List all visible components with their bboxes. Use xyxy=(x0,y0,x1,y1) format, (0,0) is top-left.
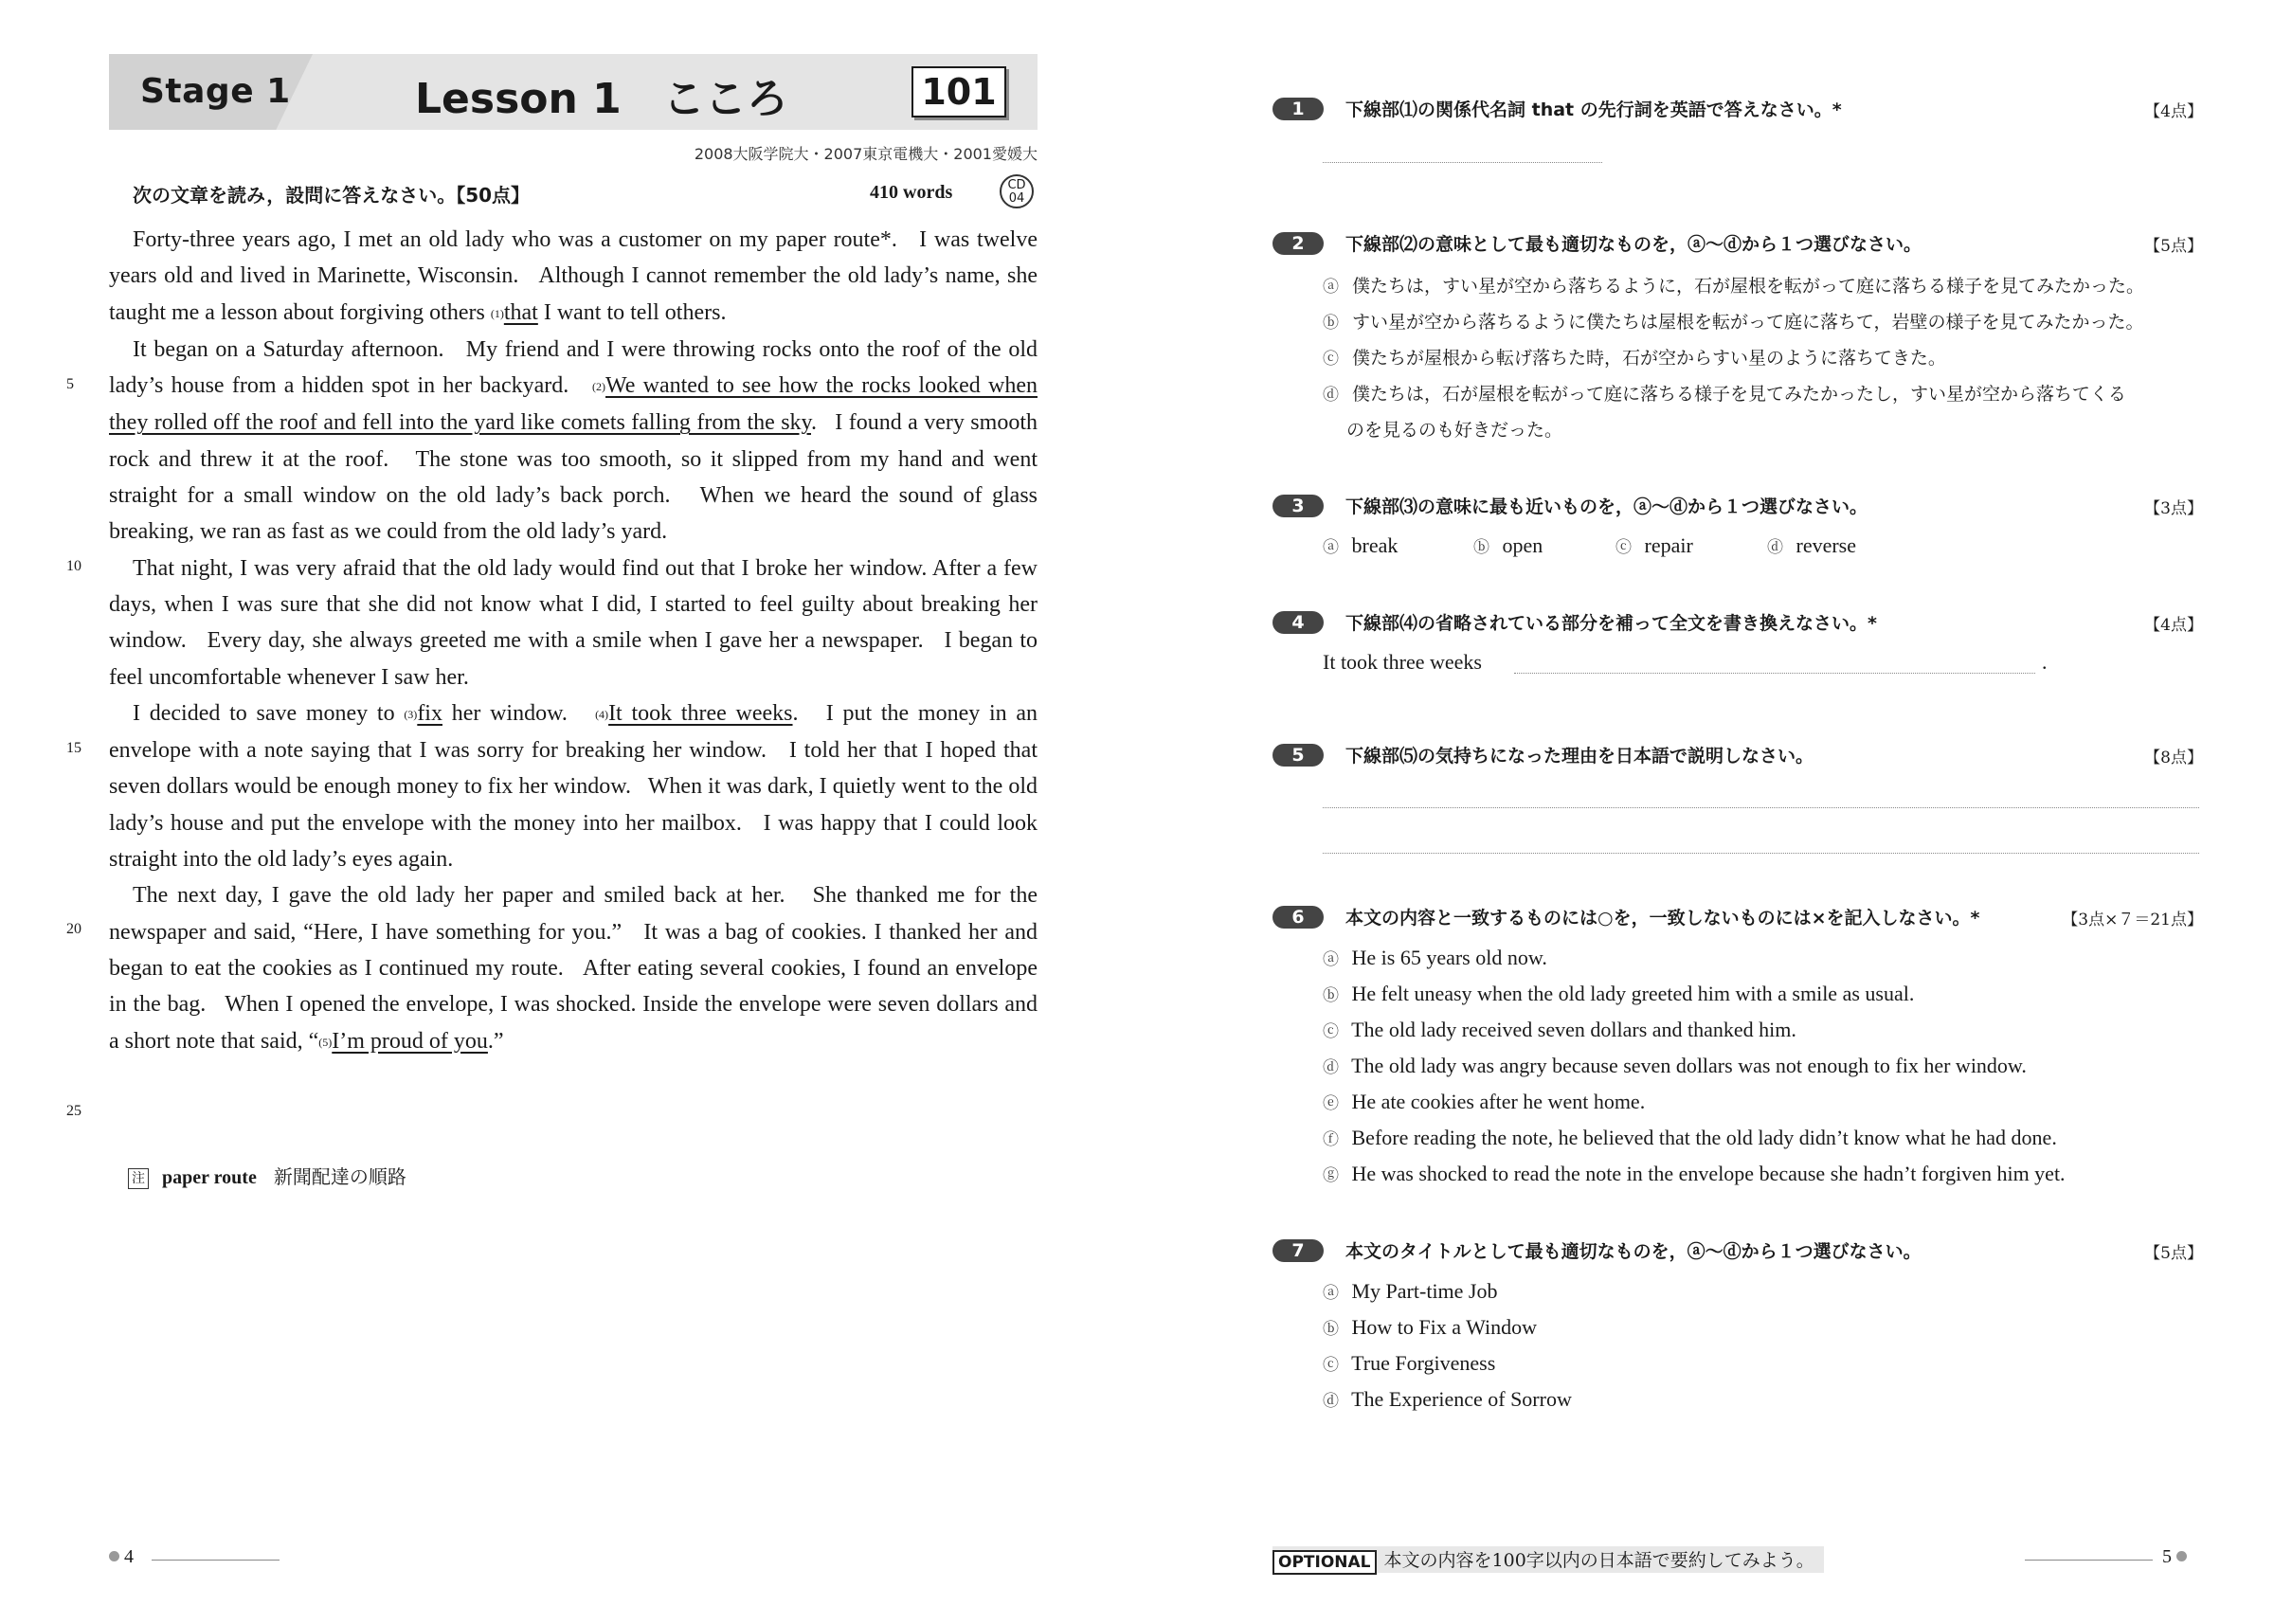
optional-text: 本文の内容を100字以内の日本語で要約してみよう。 xyxy=(1383,1550,1814,1571)
option-label: ⓐ xyxy=(1323,538,1339,557)
question-points: 【3点】 xyxy=(2144,499,2203,518)
rewrite-end: . xyxy=(2042,650,2048,674)
lesson-number-box: 101 xyxy=(911,66,1006,117)
option-text: 僕たちが屋根から転げ落ちた時，石が空からすい星のように落ちてきた。 xyxy=(1352,348,1946,369)
question-text: 下線部⑷の省略されている部分を補って全文を書き換えなさい。* xyxy=(1345,613,1877,634)
option-a[interactable] xyxy=(1323,272,2144,298)
option-label: ⓑ xyxy=(1473,538,1489,557)
passage-text: Forty-three years ago, I met an old lady who was a customer on my paper route*. I was twelve years old and lived in Marinette, Wisconsin. Although I cannot remember the old lady’s name, she taught me a lesson about forgiving others xyxy=(109,227,1038,325)
page-number-left xyxy=(109,1546,134,1568)
option-label: ⓓ xyxy=(1323,1058,1339,1077)
question-points: 【5点】 xyxy=(2144,237,2203,256)
footer-rule xyxy=(152,1560,280,1561)
question-text: 本文の内容と一致するものには○を，一致しないものには×を記入しなさい。* xyxy=(1345,908,1980,929)
option-label: ⓒ xyxy=(1615,538,1632,557)
option-text: He felt uneasy when the old lady greeted him with a smile as usual. xyxy=(1351,982,1915,1005)
page-dot-icon xyxy=(2176,1551,2187,1561)
option-label: ⓖ xyxy=(1323,1166,1339,1185)
option-label: ⓒ xyxy=(1323,350,1339,369)
option-text: reverse xyxy=(1796,533,1857,557)
answer-line[interactable] xyxy=(1323,161,1602,163)
question-number-badge: 3 xyxy=(1272,495,1324,517)
option-label: ⓒ xyxy=(1323,1356,1339,1375)
passage-text: . I found a very smooth rock and threw it at the roof. The stone was too smooth, so it slipped from my hand and went straight for a small window on the old lady’s back porch. When we heard the sound of glass breaking, we ran as fast as we could from the old lady’s yard. xyxy=(109,410,1038,545)
question-number-badge: 7 xyxy=(1272,1239,1324,1262)
passage-text: I decided to save money to xyxy=(133,700,405,726)
option-text: He is 65 years old now. xyxy=(1351,946,1547,969)
option-d[interactable] xyxy=(1323,380,2126,406)
question-points: 【5点】 xyxy=(2144,1244,2203,1263)
passage-text: It began on a Saturday afternoon. My friend and I were throwing rocks onto the roof of the old lady’s house from a hidden spot in her backyard. xyxy=(109,336,1038,399)
page-number: 5 xyxy=(2162,1546,2172,1567)
question-number-badge: 4 xyxy=(1272,611,1324,634)
line-number: 15 xyxy=(66,740,81,756)
question-header xyxy=(1272,95,2201,123)
option-label: ⓔ xyxy=(1323,1094,1339,1113)
answer-line[interactable] xyxy=(1514,672,2035,674)
option-b[interactable] xyxy=(1323,1315,1537,1340)
option-text: The old lady was angry because seven dollars was not enough to fix her window. xyxy=(1351,1054,2027,1077)
question-text: 下線部⑵の意味として最も適切なものを，ⓐ〜ⓓから１つ選びなさい。 xyxy=(1345,234,1922,255)
option-text: repair xyxy=(1644,533,1693,557)
page-number-right xyxy=(2162,1546,2187,1568)
passage-text: I want to tell others. xyxy=(537,299,727,325)
option-d-continuation: のを見るのも好きだった。 xyxy=(1346,420,1563,441)
line-number: 25 xyxy=(66,1103,81,1119)
statement-c[interactable] xyxy=(1323,1018,1796,1042)
option-b[interactable] xyxy=(1473,533,1543,558)
underlined-part-3: fix xyxy=(417,700,442,726)
passage-text: The next day, I gave the old lady her paper and smiled back at her. She thanked me for the newspaper and said, “Here, I have something for you.” It was a bag of cookies. I thanked her and began to eat the cookies as I continued my route. After eating several cookies, I found an envelope in the bag. When I opened the envelope, I was shocked. Inside the envelope were seven dollars and a short note that said, “ xyxy=(109,883,1038,1054)
option-d[interactable] xyxy=(1323,1387,1572,1412)
answer-line[interactable] xyxy=(1323,852,2199,854)
word-count: 410 words xyxy=(870,182,953,203)
rewrite-prompt: It took three weeks xyxy=(1323,650,1482,674)
paragraph-2 xyxy=(109,332,1038,550)
paragraph-3: That night, I was very afraid that the old lady would find out that I broke her window. After a few days, when I was sure that she did not know what I did, I started to feel guilty about breaking her window. Every day, she always greeted me with a smile when I gave her a newspaper. I began to feel uncomfortable whenever I saw her. xyxy=(109,555,1038,690)
underlined-part-5: I’m proud of you xyxy=(332,1028,488,1054)
option-d[interactable] xyxy=(1767,533,1856,558)
underline-marker-2: (2) xyxy=(592,380,606,394)
passage-instruction: 次の文章を読み，設問に答えなさい。【50点】 xyxy=(133,184,531,207)
option-label: ⓐ xyxy=(1323,1284,1339,1303)
option-label: ⓐ xyxy=(1323,950,1339,969)
cd-track-number: 04 xyxy=(1008,191,1025,206)
question-points: 【4点】 xyxy=(2144,616,2203,635)
passage-text: her window. xyxy=(442,700,596,726)
option-label: ⓑ xyxy=(1323,986,1339,1005)
statement-d[interactable] xyxy=(1323,1054,2027,1078)
underlined-part-4: It took three weeks xyxy=(608,700,793,726)
question-number-badge: 1 xyxy=(1272,98,1324,120)
option-text: すい星が空から落ちるように僕たちは屋根を転がって庭に落ちて，岩壁の様子を見てみたかった。 xyxy=(1352,312,2144,333)
statement-f[interactable] xyxy=(1323,1126,2057,1150)
page-dot-icon xyxy=(109,1551,119,1561)
option-a[interactable] xyxy=(1323,1279,1498,1304)
note-icon: 注 xyxy=(128,1168,149,1189)
option-text: break xyxy=(1351,533,1399,557)
paragraph-4 xyxy=(109,695,1038,877)
option-text: He ate cookies after he went home. xyxy=(1351,1090,1646,1113)
note-term: paper route xyxy=(162,1167,257,1188)
option-text: My Part-time Job xyxy=(1351,1279,1498,1303)
statement-a[interactable] xyxy=(1323,946,1547,970)
question-header xyxy=(1272,741,2201,769)
footnote xyxy=(128,1162,406,1189)
question-header xyxy=(1272,492,2201,520)
lesson-title: Lesson 1 こころ xyxy=(415,75,788,123)
cd-label: CD xyxy=(1007,178,1026,192)
question-number-badge: 6 xyxy=(1272,906,1324,929)
option-c[interactable] xyxy=(1323,344,1946,370)
question-text: 本文のタイトルとして最も適切なものを，ⓐ〜ⓓから１つ選びなさい。 xyxy=(1345,1241,1922,1262)
question-text: 下線部⑸の気持ちになった理由を日本語で説明しなさい。 xyxy=(1345,746,1814,767)
option-text: True Forgiveness xyxy=(1351,1351,1496,1375)
option-label: ⓐ xyxy=(1323,278,1339,297)
question-header xyxy=(1272,229,2201,258)
question-number-badge: 2 xyxy=(1272,232,1324,255)
question-header xyxy=(1272,608,2201,637)
option-text: He was shocked to read the note in the envelope because she hadn’t forgiven him yet. xyxy=(1351,1162,2066,1185)
question-points: 【4点】 xyxy=(2144,102,2203,121)
answer-line[interactable] xyxy=(1323,806,2199,808)
exam-sources: 2008大阪学院大・2007東京電機大・2001愛媛大 xyxy=(694,145,1038,163)
paragraph-5 xyxy=(109,877,1038,1059)
line-number: 5 xyxy=(66,376,74,392)
question-header xyxy=(1272,903,2201,931)
option-c[interactable] xyxy=(1323,1351,1495,1376)
statement-b[interactable] xyxy=(1323,982,1914,1006)
paragraph-1 xyxy=(109,222,1038,332)
question-points: 【8点】 xyxy=(2144,749,2203,767)
option-label: ⓓ xyxy=(1323,386,1339,405)
question-points: 【3点×７＝21点】 xyxy=(2062,911,2203,929)
passage-text: . I put the money in an envelope with a note saying that I was sorry for breaking her window. I told her that I hoped that seven dollars would be enough money to fix her window. When it was dark, I quietly went to the old lady’s house and put the envelope with the money into her mailbox. I was happy that I could look straight into the old lady’s eyes again. xyxy=(109,700,1038,873)
question-text: 下線部⑴の関係代名詞 that の先行詞を英語で答えなさい。* xyxy=(1345,99,1842,120)
option-text: 僕たちは，すい星が空から落ちるように，石が屋根を転がって庭に落ちる様子を見てみたかった。 xyxy=(1352,276,2145,297)
option-c[interactable] xyxy=(1615,533,1693,558)
option-a[interactable] xyxy=(1323,533,1398,558)
statement-g[interactable] xyxy=(1323,1162,2066,1186)
line-number: 10 xyxy=(66,558,81,574)
line-number: 20 xyxy=(66,921,81,937)
footer-rule xyxy=(2025,1560,2153,1561)
question-text: 下線部⑶の意味に最も近いものを，ⓐ〜ⓓから１つ選びなさい。 xyxy=(1345,496,1868,517)
option-text: Before reading the note, he believed that the old lady didn’t know what he had done. xyxy=(1351,1126,2057,1149)
passage-text: .” xyxy=(487,1028,504,1054)
option-label: ⓒ xyxy=(1323,1022,1339,1041)
cd-track-icon xyxy=(1000,174,1034,208)
underlined-part-1: that xyxy=(503,299,538,325)
option-text: 僕たちは，石が屋根を転がって庭に落ちる様子を見てみたかったし，すい星が空から落ちてくる xyxy=(1352,384,2126,405)
underline-marker-5: (5) xyxy=(318,1035,333,1049)
optional-tag: OPTIONAL xyxy=(1272,1550,1377,1575)
underlined-part-2: We wanted to see how the rocks looked when they rolled off the roof and fell into the yard like comets falling from the sky xyxy=(109,373,1038,436)
option-label: ⓕ xyxy=(1323,1130,1339,1149)
option-label: ⓓ xyxy=(1767,538,1783,557)
option-text: open xyxy=(1502,533,1543,557)
page-number: 4 xyxy=(124,1546,134,1567)
question-header xyxy=(1272,1236,2201,1265)
option-label: ⓑ xyxy=(1323,1320,1339,1339)
reading-passage xyxy=(109,222,1038,1060)
option-label: ⓓ xyxy=(1323,1392,1339,1411)
option-b[interactable] xyxy=(1323,308,2143,334)
option-text: The old lady received seven dollars and thanked him. xyxy=(1351,1018,1796,1041)
option-text: The Experience of Sorrow xyxy=(1351,1387,1572,1411)
underline-marker-3: (3) xyxy=(404,707,418,721)
note-definition: 新聞配達の順路 xyxy=(273,1165,406,1188)
underline-marker-1: (1) xyxy=(490,306,504,320)
statement-e[interactable] xyxy=(1323,1090,1645,1114)
optional-task xyxy=(1272,1546,1824,1573)
stage-label: Stage 1 xyxy=(140,72,291,111)
option-text: How to Fix a Window xyxy=(1351,1315,1537,1339)
option-label: ⓑ xyxy=(1323,314,1339,333)
question-number-badge: 5 xyxy=(1272,744,1324,767)
underline-marker-4: (4) xyxy=(595,707,609,721)
